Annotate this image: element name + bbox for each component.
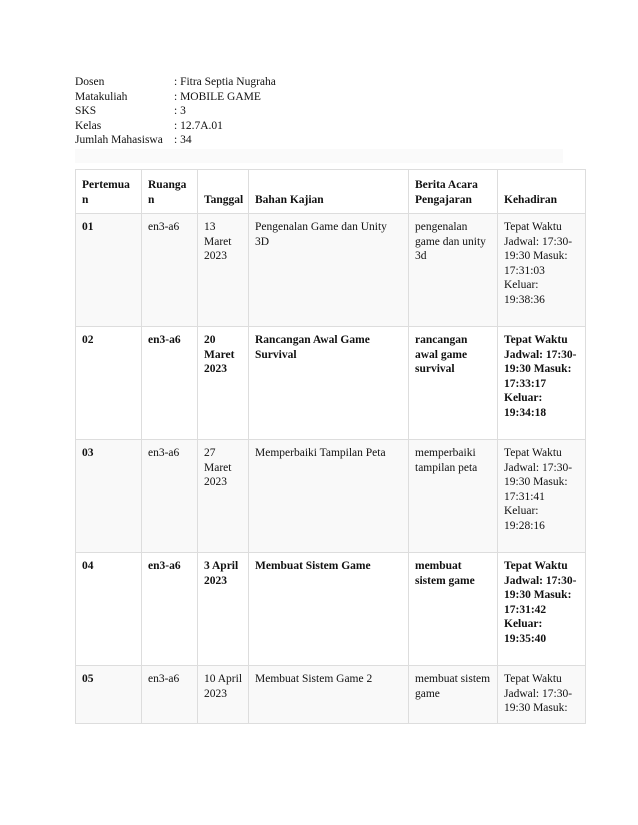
info-row-dosen	[75, 75, 276, 90]
matakuliah-value: : MOBILE GAME	[174, 90, 261, 103]
cell-bahan-kajian: Rancangan Awal Game Survival	[249, 327, 409, 440]
cell-tanggal: 27 Maret 2023	[198, 440, 249, 553]
cell-berita-acara: membuat sistem game	[409, 553, 498, 666]
cell-bahan-kajian: Memperbaiki Tampilan Peta	[249, 440, 409, 553]
cell-berita-acara: membuat sistem game	[409, 666, 498, 724]
header-berita-acara: Berita Acara Pengajaran	[409, 170, 498, 214]
cell-tanggal: 20 Maret 2023	[198, 327, 249, 440]
cell-kehadiran: Tepat Waktu Jadwal: 17:30-19:30 Masuk: 17:31:03 Keluar: 19:38:36	[498, 214, 586, 327]
cell-kehadiran: Tepat Waktu Jadwal: 17:30-19:30 Masuk:	[498, 666, 586, 724]
attendance-table	[75, 169, 586, 724]
kelas-value: : 12.7A.01	[174, 119, 223, 132]
cell-pertemuan: 04	[76, 553, 142, 666]
dosen-label: Dosen	[75, 76, 105, 88]
cell-ruangan: en3-a6	[142, 327, 198, 440]
cell-tanggal: 13 Maret 2023	[198, 214, 249, 327]
sks-value: : 3	[174, 105, 186, 117]
header-tanggal: Tanggal	[198, 170, 249, 214]
cell-ruangan: en3-a6	[142, 440, 198, 553]
cell-berita-acara: rancangan awal game survival	[409, 327, 498, 440]
jumlah-mahasiswa-value: : 34	[174, 134, 192, 146]
cell-pertemuan: 03	[76, 440, 142, 553]
cell-bahan-kajian: Membuat Sistem Game 2	[249, 666, 409, 724]
table-row	[76, 666, 586, 724]
info-row-matakuliah	[75, 90, 276, 105]
matakuliah-label: Matakuliah	[75, 90, 128, 103]
header-kehadiran: Kehadiran	[498, 170, 586, 214]
divider-band	[75, 149, 563, 163]
table-row	[76, 214, 586, 327]
sks-label: SKS	[75, 105, 97, 117]
header-bahan-kajian: Bahan Kajian	[249, 170, 409, 214]
cell-ruangan: en3-a6	[142, 666, 198, 724]
cell-pertemuan: 05	[76, 666, 142, 724]
cell-bahan-kajian: Pengenalan Game dan Unity 3D	[249, 214, 409, 327]
cell-kehadiran: Tepat Waktu Jadwal: 17:30-19:30 Masuk: 17:31:42 Keluar: 19:35:40	[498, 553, 586, 666]
table-row	[76, 440, 586, 553]
jumlah-mahasiswa-label: Jumlah Mahasiswa	[75, 134, 163, 146]
header-ruangan: Ruangan	[142, 170, 198, 214]
cell-ruangan: en3-a6	[142, 214, 198, 327]
table-row	[76, 553, 586, 666]
cell-ruangan: en3-a6	[142, 553, 198, 666]
kelas-label: Kelas	[75, 119, 102, 132]
cell-pertemuan: 02	[76, 327, 142, 440]
dosen-value: : Fitra Septia Nugraha	[174, 76, 276, 88]
info-row-jumlah	[75, 133, 276, 148]
cell-berita-acara: memperbaiki tampilan peta	[409, 440, 498, 553]
info-row-kelas	[75, 119, 276, 134]
info-row-sks	[75, 104, 276, 119]
cell-kehadiran: Tepat Waktu Jadwal: 17:30-19:30 Masuk: 17:33:17 Keluar: 19:34:18	[498, 327, 586, 440]
course-info	[75, 75, 276, 148]
cell-pertemuan: 01	[76, 214, 142, 327]
table-row	[76, 327, 586, 440]
table-header-row	[76, 170, 586, 214]
cell-tanggal: 3 April 2023	[198, 553, 249, 666]
cell-berita-acara: pengenalan game dan unity 3d	[409, 214, 498, 327]
cell-tanggal: 10 April 2023	[198, 666, 249, 724]
cell-bahan-kajian: Membuat Sistem Game	[249, 553, 409, 666]
header-pertemuan: Pertemuan	[76, 170, 142, 214]
cell-kehadiran: Tepat Waktu Jadwal: 17:30-19:30 Masuk: 17:31:41 Keluar: 19:28:16	[498, 440, 586, 553]
